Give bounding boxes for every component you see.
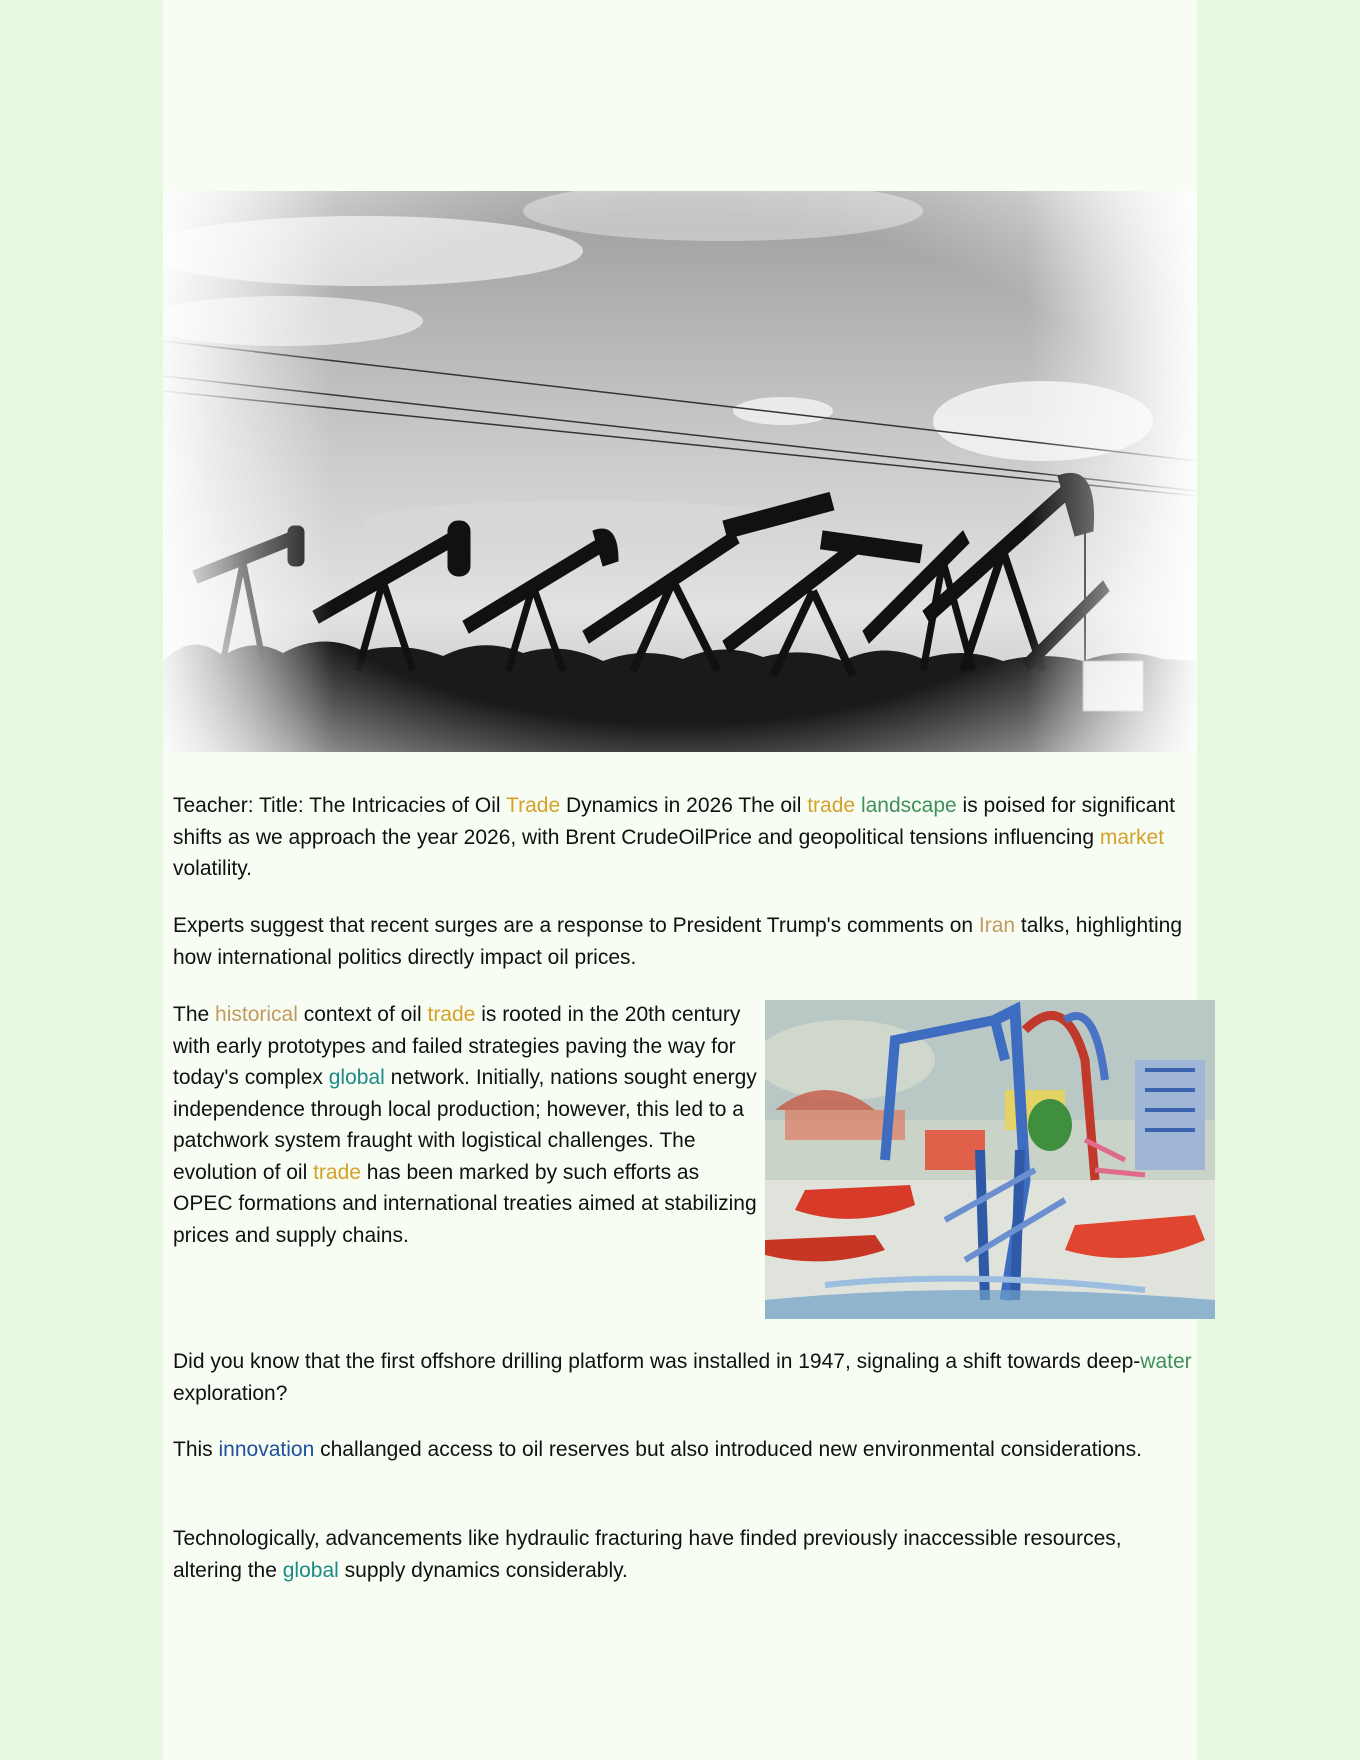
text-run: supply dynamics considerably. xyxy=(338,1558,628,1582)
text-run: exploration? xyxy=(173,1381,288,1405)
keyword-link[interactable]: landscape xyxy=(860,794,957,817)
text-run: is rooted in the 20th century with early prototypes and failed strategies paving the way for today's complex xyxy=(173,1003,741,1089)
paragraph-technology xyxy=(173,1523,1193,1586)
paragraph-historical xyxy=(173,999,758,1251)
keyword-link[interactable]: water xyxy=(1140,1350,1192,1373)
text-run: Experts suggest that recent surges are a response to President Trump's comments on xyxy=(173,914,979,937)
hero-image xyxy=(163,191,1197,752)
text-run: This xyxy=(173,1438,219,1461)
keyword-link[interactable]: trade xyxy=(313,1160,361,1184)
text-run: challanged access to oil reserves but also introduced new environmental considerations. xyxy=(314,1438,1142,1461)
paragraph-intro xyxy=(173,790,1193,885)
text-run: Dynamics in 2026 The oil xyxy=(560,794,808,817)
paragraph-experts xyxy=(173,910,1193,973)
paragraph-innovation xyxy=(173,1434,1193,1466)
painting-image xyxy=(765,1000,1215,1319)
keyword-link[interactable]: Iran xyxy=(978,914,1016,937)
keyword-link[interactable]: global xyxy=(328,1066,385,1089)
keyword-link[interactable]: global xyxy=(282,1558,339,1582)
paragraph-offshore xyxy=(173,1346,1193,1409)
keyword-link[interactable]: trade xyxy=(427,1003,476,1026)
keyword-link[interactable]: Trade xyxy=(506,794,561,817)
keyword-link[interactable]: historical xyxy=(215,1003,298,1026)
text-run: Did you know that the first offshore drilling platform was installed in 1947, signaling a shift towards deep- xyxy=(173,1350,1141,1373)
text-run: Teacher: Title: The Intricacies of Oil xyxy=(173,794,507,817)
text-run: volatility. xyxy=(173,857,252,880)
article-page xyxy=(163,0,1197,1760)
keyword-link[interactable]: trade xyxy=(807,794,856,817)
text-run: has been marked by such efforts as OPEC formations and international treaties aimed at stabilizing prices and supply chains. xyxy=(173,1160,757,1247)
oil-pumpjacks-photo xyxy=(163,191,1197,752)
keyword-link[interactable]: market xyxy=(1099,825,1165,849)
text-run: The xyxy=(173,1003,216,1026)
text-run: is poised for significant shifts as we approach the year 2026, with Brent CrudeOilPrice and geopolitical tensions influencing xyxy=(173,794,1175,849)
text-run: network. Initially, nations sought energy independence through local production; however, this led to a patchwork system fraught with logistical challenges. The evolution of oil xyxy=(173,1066,757,1184)
harbor-crane-painting xyxy=(765,1000,1215,1319)
text-run: context of oil xyxy=(297,1003,428,1026)
text-run: talks, highlighting how international politics directly impact oil prices. xyxy=(173,914,1183,969)
keyword-link[interactable]: innovation xyxy=(218,1438,315,1461)
text-run: Technologically, advancements like hydraulic fracturing have finded previously inaccessible resources, altering the xyxy=(173,1527,1122,1582)
